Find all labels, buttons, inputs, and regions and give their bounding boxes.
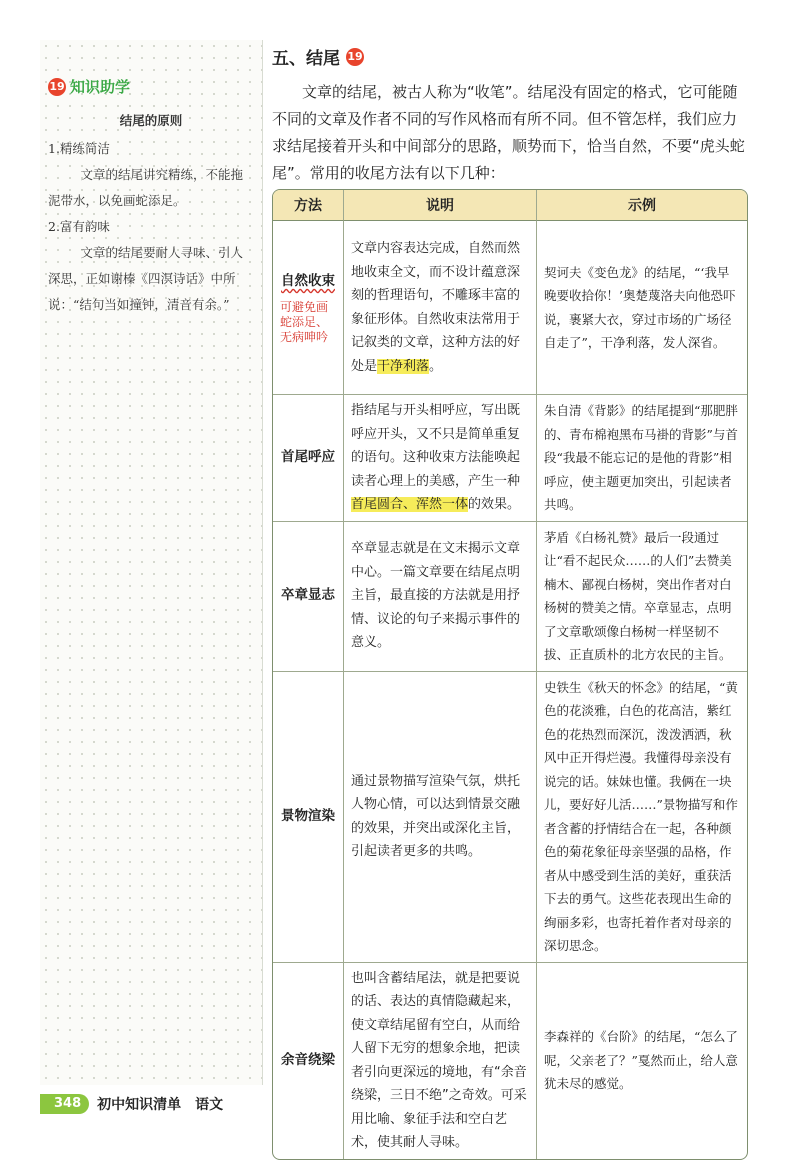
knowledge-heading: [48, 76, 130, 97]
main-section: [272, 44, 748, 187]
header-example: 示例: [537, 190, 747, 221]
example-cell: 茅盾《白杨礼赞》最后一段通过让“看不起民众……的人们”去赞美楠木、鄙视白杨树，突出作者对白杨树的赞美之情。卒章显志，点明了文章歌颂像白杨树一样坚韧不拔、正直质朴的北方农民的主旨。: [537, 522, 747, 672]
footnote-badge: 19: [48, 78, 66, 96]
principle-1-heading: 1.精练简洁: [48, 141, 110, 156]
description-cell: [344, 963, 537, 1159]
description-tail: 。: [429, 358, 443, 374]
method-cell: [273, 522, 344, 672]
description-text: 文章内容表达完成，自然而然地收束全文，而不设计蕴意深刻的哲理语句，不雕琢丰富的象征形体。自然收束法常用于记叙类的文章，这种方法的好处是: [351, 241, 521, 374]
method-name: 首尾呼应: [281, 449, 335, 465]
knowledge-subtitle: 结尾的原则: [119, 113, 183, 128]
page-footer: [40, 1094, 223, 1114]
table-row: [273, 221, 747, 395]
table-row: [273, 963, 747, 1159]
table-row: [273, 672, 747, 963]
principle-1-text: 文章的结尾讲究精练，不能拖泥带水，以免画蛇添足。: [48, 167, 244, 208]
example-cell: 史铁生《秋天的怀念》的结尾，“黄色的花淡雅，白色的花高洁，紫红色的花热烈而深沉，泼泼洒洒，秋风中正开得烂漫。我懂得母亲没有说完的话。妹妹也懂。我俩在一块儿，要好好儿活……”景物描写和作者含蓄的抒情结合在一起，各种颜色的菊花象征母亲坚强的品格，作者从中感受到生活的美好，重获活下去的勇气。这些花表现出生命的绚丽多彩，也寄托着作者对母亲的深切思念。: [537, 672, 747, 963]
description-text: 通过景物描写渲染气氛，烘托人物心情，可以达到情景交融的效果，并突出或深化主旨，引起读者更多的共鸣。: [351, 773, 521, 859]
highlighted-text: 首尾圆合、浑然一体: [351, 497, 469, 512]
example-cell: 李森祥的《台阶》的结尾，“怎么了呢，父亲老了？”戛然而止，给人意犹未尽的感觉。: [544, 1029, 738, 1092]
section-heading: [272, 44, 748, 69]
method-name: 卒章显志: [281, 587, 335, 604]
example-cell: 契诃夫《变色龙》的结尾，“‘我早晚要收拾你！’奥楚蔑洛夫向他恐吓说，裹紧大衣，穿过市场的广场径自走了”，干净利落，发人深省。: [537, 221, 747, 395]
section-title: 五、结尾: [272, 49, 340, 69]
knowledge-sidebar: [40, 40, 263, 1085]
method-name: 景物渲染: [281, 807, 335, 824]
description-tail: 的效果。: [468, 497, 521, 512]
description-cell: [344, 672, 537, 963]
table-row: [273, 522, 747, 672]
knowledge-body: [48, 108, 254, 318]
methods-table: [272, 189, 748, 1160]
method-cell: [273, 221, 344, 395]
example-cell: 朱自清《背影》的结尾提到“那肥胖的、青布棉袍黑布马褂的背影”与首段“我最不能忘记的是他的背影”相呼应，使主题更加突出，引起读者共鸣。: [537, 395, 747, 522]
principle-2-heading: 2.富有韵味: [48, 219, 110, 234]
book-title: 初中知识清单 语文: [97, 1097, 224, 1113]
principle-2-text: 文章的结尾要耐人寻味、引人深思，正如谢榛《四溟诗话》中所说：“结句当如撞钟，清音有余。”: [48, 245, 244, 312]
method-name: 余音绕梁: [281, 1051, 335, 1068]
page-number: 348: [40, 1094, 89, 1114]
description-text: 卒章显志就是在文末揭示文章中心。一篇文章要在结尾点明主旨，最直接的方法就是用抒情、议论的句子来揭示事件的意义。: [351, 541, 521, 651]
header-method: 方法: [273, 190, 344, 221]
description-cell: [344, 221, 537, 395]
description-text: 也叫含蓄结尾法，就是把要说的话、表达的真情隐藏起来，使文章结尾留有空白，从而给人留下无穷的想象余地，把读者引向更深远的境地，有“余音绕梁，三日不绝”之奇效。可采用比喻、象征手法和空白艺术，使其耐人寻味。: [351, 970, 527, 1150]
header-description: 说明: [344, 190, 537, 221]
method-cell: [273, 395, 344, 522]
table-row: [273, 395, 747, 522]
method-cell: [273, 963, 344, 1159]
knowledge-title: 知识助学: [70, 78, 131, 96]
method-cell: [273, 672, 344, 963]
method-name: 自然收束: [281, 273, 335, 290]
description-cell: [344, 395, 537, 522]
table-header-row: [273, 190, 747, 221]
highlighted-text: 干净利落: [377, 358, 430, 374]
description-cell: [344, 522, 537, 672]
handwritten-note: 可避免画蛇添足、无病呻吟: [280, 299, 329, 344]
description-text: 指结尾与开头相呼应，写出既呼应开头，又不只是简单重复的语句。这种收束方法能唤起读者心理上的美感，产生一种: [351, 403, 521, 489]
section-badge: 19: [346, 48, 364, 66]
section-intro: 文章的结尾，被古人称为“收笔”。结尾没有固定的格式，它可能随不同的文章及作者不同的写作风格而有所不同。但不管怎样，我们应力求结尾接着开头和中间部分的思路，顺势而下，恰当自然，不要“虎头蛇尾”。常用的收尾方法有以下几种：: [272, 83, 745, 182]
